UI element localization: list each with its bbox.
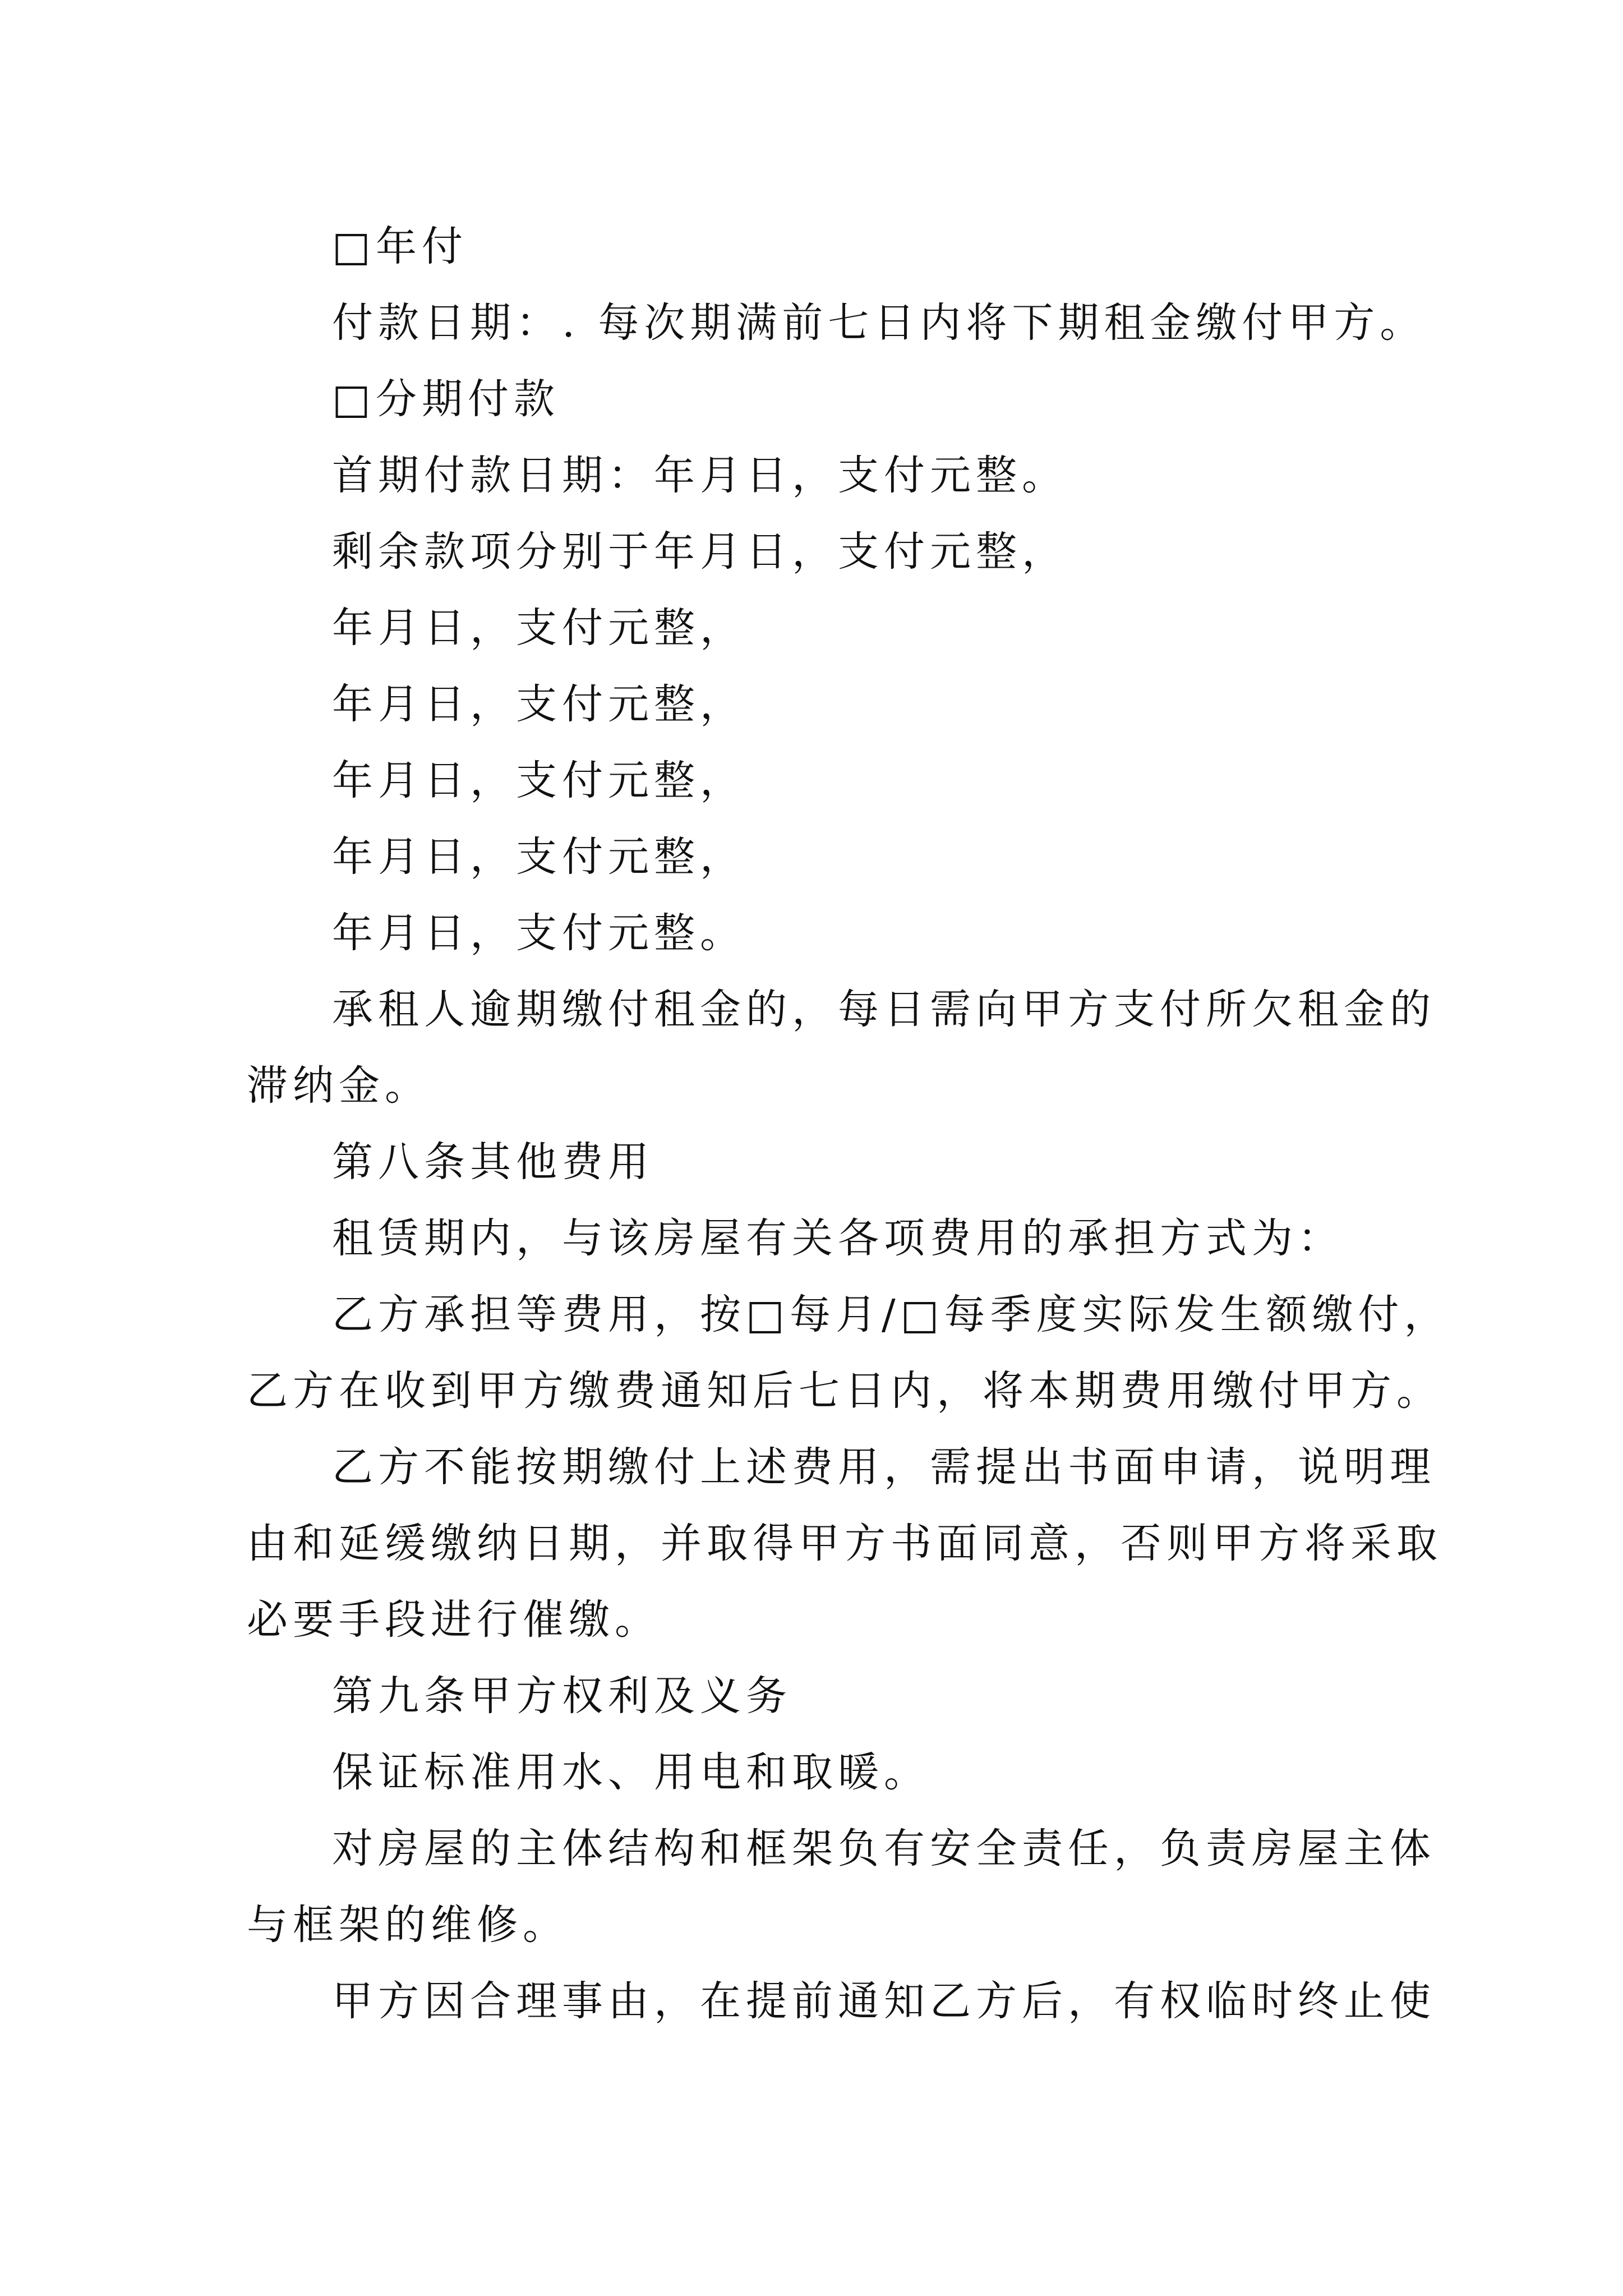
text-line: 甲方因合理事由，在提前通知乙方后，有权临时终止使 [332,1977,1436,2025]
text-line: □年付 [332,223,468,270]
text-line: 对房屋的主体结构和框架负有安全责任，负责房屋主体 [332,1825,1436,1872]
text-line: 乙方承担等费用，按□每月/□每季度实际发生额缴付， [332,1291,1450,1338]
text-line: 乙方不能按期缴付上述费用，需提出书面申请，说明理 [332,1443,1436,1491]
text-line: 年月日，支付元整， [332,680,746,728]
text-line: □分期付款 [332,375,560,423]
text-line: 保证标准用水、用电和取暖。 [332,1749,930,1796]
text-line: 年月日，支付元整， [332,604,746,652]
text-line: 剩余款项分别于年月日，支付元整， [332,528,1068,576]
text-line: 承租人逾期缴付租金的，每日需向甲方支付所欠租金的 [332,986,1436,1033]
section-heading: 第九条甲方权利及义务 [332,1672,792,1720]
text-line: 年月日，支付元整。 [332,909,746,957]
text-line: 首期付款日期：年月日，支付元整。 [332,452,1068,499]
text-line: 必要手段进行催缴。 [247,1596,661,1644]
text-line: 滞纳金。 [247,1062,431,1110]
text-line: 租赁期内，与该房屋有关各项费用的承担方式为： [332,1214,1344,1262]
text-line: 年月日，支付元整， [332,757,746,804]
text-line: 年月日，支付元整， [332,833,746,881]
text-line: 付款日期：. 每次期满前七日内将下期租金缴付甲方。 [332,299,1426,347]
text-line: 乙方在收到甲方缴费通知后七日内，将本期费用缴付甲方。 [247,1367,1442,1415]
document-body [247,209,1450,2040]
section-heading: 第八条其他费用 [332,1138,654,1186]
text-line: 由和延缓缴纳日期，并取得甲方书面同意，否则甲方将采取 [247,1520,1442,1567]
text-line: 与框架的维修。 [247,1901,569,1949]
